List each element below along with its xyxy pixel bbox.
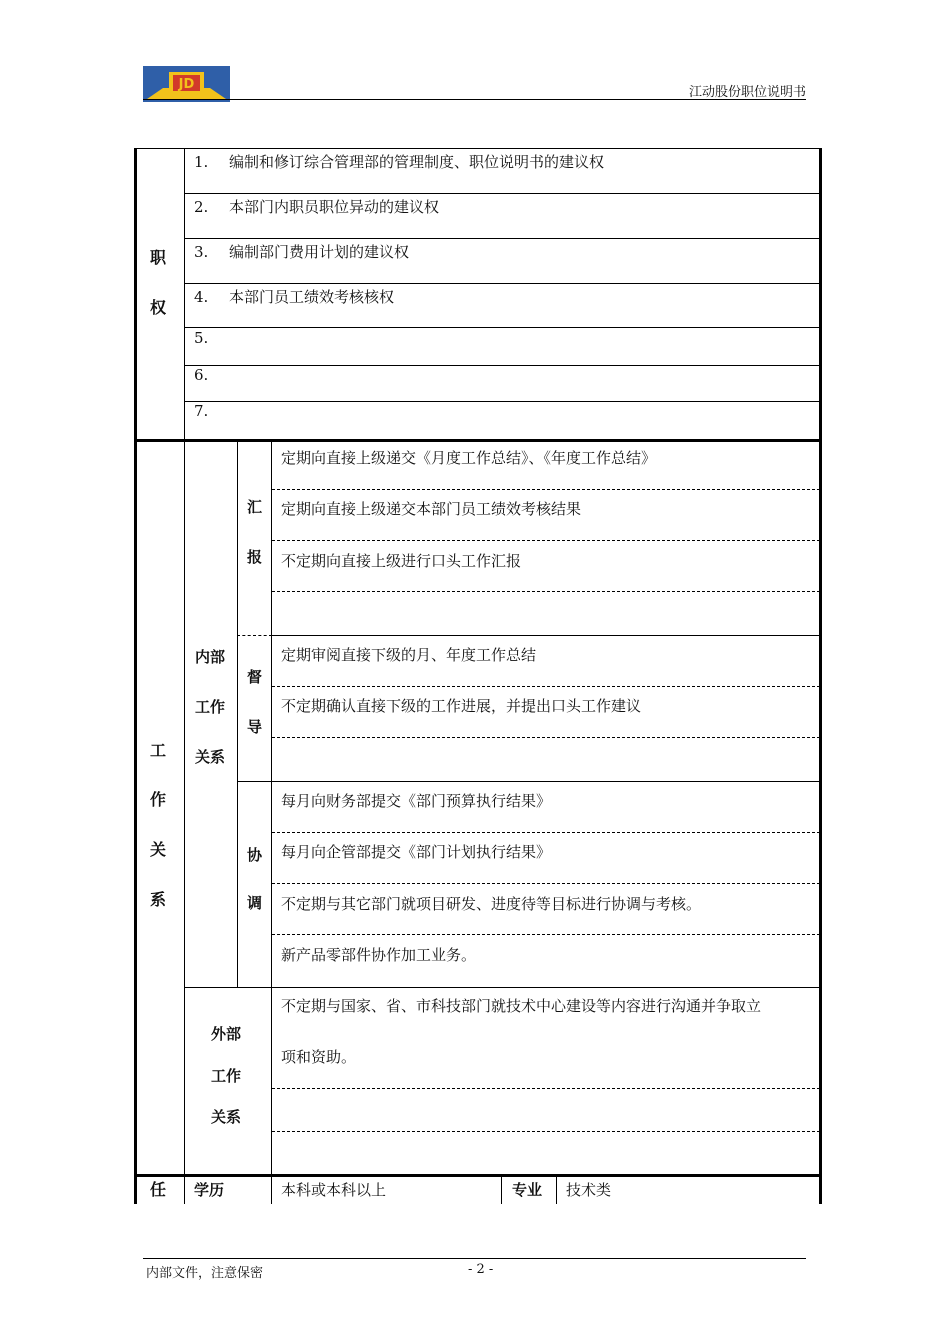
company-logo (143, 66, 230, 102)
internal-label-1: 内部 (195, 648, 226, 666)
authority-item-6-num: 6. (194, 366, 209, 384)
authority-item-3-num: 3. (194, 243, 209, 261)
external-label-1: 外部 (211, 1025, 242, 1043)
col-divider (556, 1175, 557, 1204)
dash-line (272, 591, 820, 592)
job-description-table (134, 148, 822, 1201)
relations-label-4: 系 (150, 890, 167, 909)
row-line (184, 327, 820, 328)
row-line (184, 283, 820, 284)
document-title: 江动股份职位说明书 (688, 85, 806, 100)
external-label-2: 工作 (211, 1067, 242, 1085)
page-number: - 2 - (468, 1262, 494, 1277)
report-label-2: 报 (247, 548, 263, 566)
supervise-item-1: 定期审阅直接下级的月、年度工作总结 (281, 646, 537, 664)
dash-line (272, 540, 820, 541)
internal-external-divider (184, 987, 820, 988)
group-divider-dash (237, 635, 272, 636)
internal-label-3: 关系 (195, 748, 226, 766)
dash-line (272, 1131, 820, 1132)
authority-label-2: 权 (150, 298, 167, 317)
row-line (184, 238, 820, 239)
col-divider (501, 1175, 502, 1204)
major-value: 技术类 (566, 1181, 612, 1199)
dash-line (272, 934, 820, 935)
dash-line (272, 883, 820, 884)
authority-item-2-text: 本部门内职员职位异动的建议权 (229, 198, 440, 216)
header-rule (143, 99, 806, 100)
row-line (184, 365, 820, 366)
authority-item-4-num: 4. (194, 288, 209, 306)
dash-line (272, 1088, 820, 1089)
confidential-notice: 内部文件，注意保密 (146, 1266, 264, 1281)
authority-label-1: 职 (150, 248, 167, 267)
authority-item-1-text: 编制和修订综合管理部的管理制度、职位说明书的建议权 (229, 153, 605, 171)
coordinate-item-3: 不定期与其它部门就项目研发、进度待等目标进行协调与考核。 (281, 895, 702, 913)
dash-line (272, 489, 820, 490)
logo-mark: JD (178, 77, 195, 92)
internal-label-2: 工作 (195, 698, 226, 716)
row-line (184, 401, 820, 402)
col-divider-1 (184, 148, 185, 1204)
relations-label-3: 关 (150, 840, 167, 859)
external-label-3: 关系 (211, 1108, 242, 1126)
report-item-1: 定期向直接上级递交《月度工作总结》、《年度工作总结》 (281, 449, 657, 467)
supervise-label-2: 导 (247, 718, 263, 736)
table-right-border (819, 148, 822, 1204)
group-divider (272, 635, 820, 636)
dash-line (272, 686, 820, 687)
authority-item-2-num: 2. (194, 198, 209, 216)
report-item-2: 定期向直接上级递交本部门员工绩效考核结果 (281, 500, 582, 518)
qualification-label: 任 (150, 1180, 167, 1199)
coordinate-item-2: 每月向企管部提交《部门计划执行结果》 (281, 843, 552, 861)
authority-item-4-text: 本部门员工绩效考核核权 (229, 288, 395, 306)
authority-item-5-num: 5. (194, 329, 209, 347)
external-item-line-2: 项和资助。 (281, 1048, 357, 1066)
coordinate-label-1: 协 (247, 846, 263, 864)
education-label: 学历 (194, 1181, 225, 1199)
dash-line (272, 832, 820, 833)
authority-item-7-num: 7. (194, 402, 209, 420)
major-label: 专业 (512, 1181, 543, 1199)
report-item-3: 不定期向直接上级进行口头工作汇报 (281, 552, 522, 570)
report-label-1: 汇 (247, 498, 263, 516)
authority-item-1-num: 1. (194, 153, 209, 171)
external-item-line-1: 不定期与国家、省、市科技部门就技术中心建设等内容进行沟通并争取立 (281, 997, 762, 1015)
education-value: 本科或本科以上 (281, 1181, 387, 1199)
section-divider (134, 1174, 822, 1177)
coordinate-label-2: 调 (247, 894, 263, 912)
supervise-label-1: 督 (247, 668, 263, 686)
dash-line (272, 737, 820, 738)
footer-rule (143, 1258, 806, 1259)
supervise-item-2: 不定期确认直接下级的工作进展，并提出口头工作建议 (281, 697, 642, 715)
relations-label-2: 作 (150, 790, 167, 809)
table-top-border (134, 148, 822, 149)
coordinate-item-4: 新产品零部件协作加工业务。 (281, 946, 477, 964)
coordinate-item-1: 每月向财务部提交《部门预算执行结果》 (281, 792, 552, 810)
col-divider-3 (271, 439, 272, 1204)
relations-label-1: 工 (150, 741, 167, 760)
table-left-border (134, 148, 137, 1204)
col-divider-2 (237, 439, 238, 987)
row-line (184, 193, 820, 194)
group-divider (237, 781, 820, 782)
authority-item-3-text: 编制部门费用计划的建议权 (229, 243, 410, 261)
